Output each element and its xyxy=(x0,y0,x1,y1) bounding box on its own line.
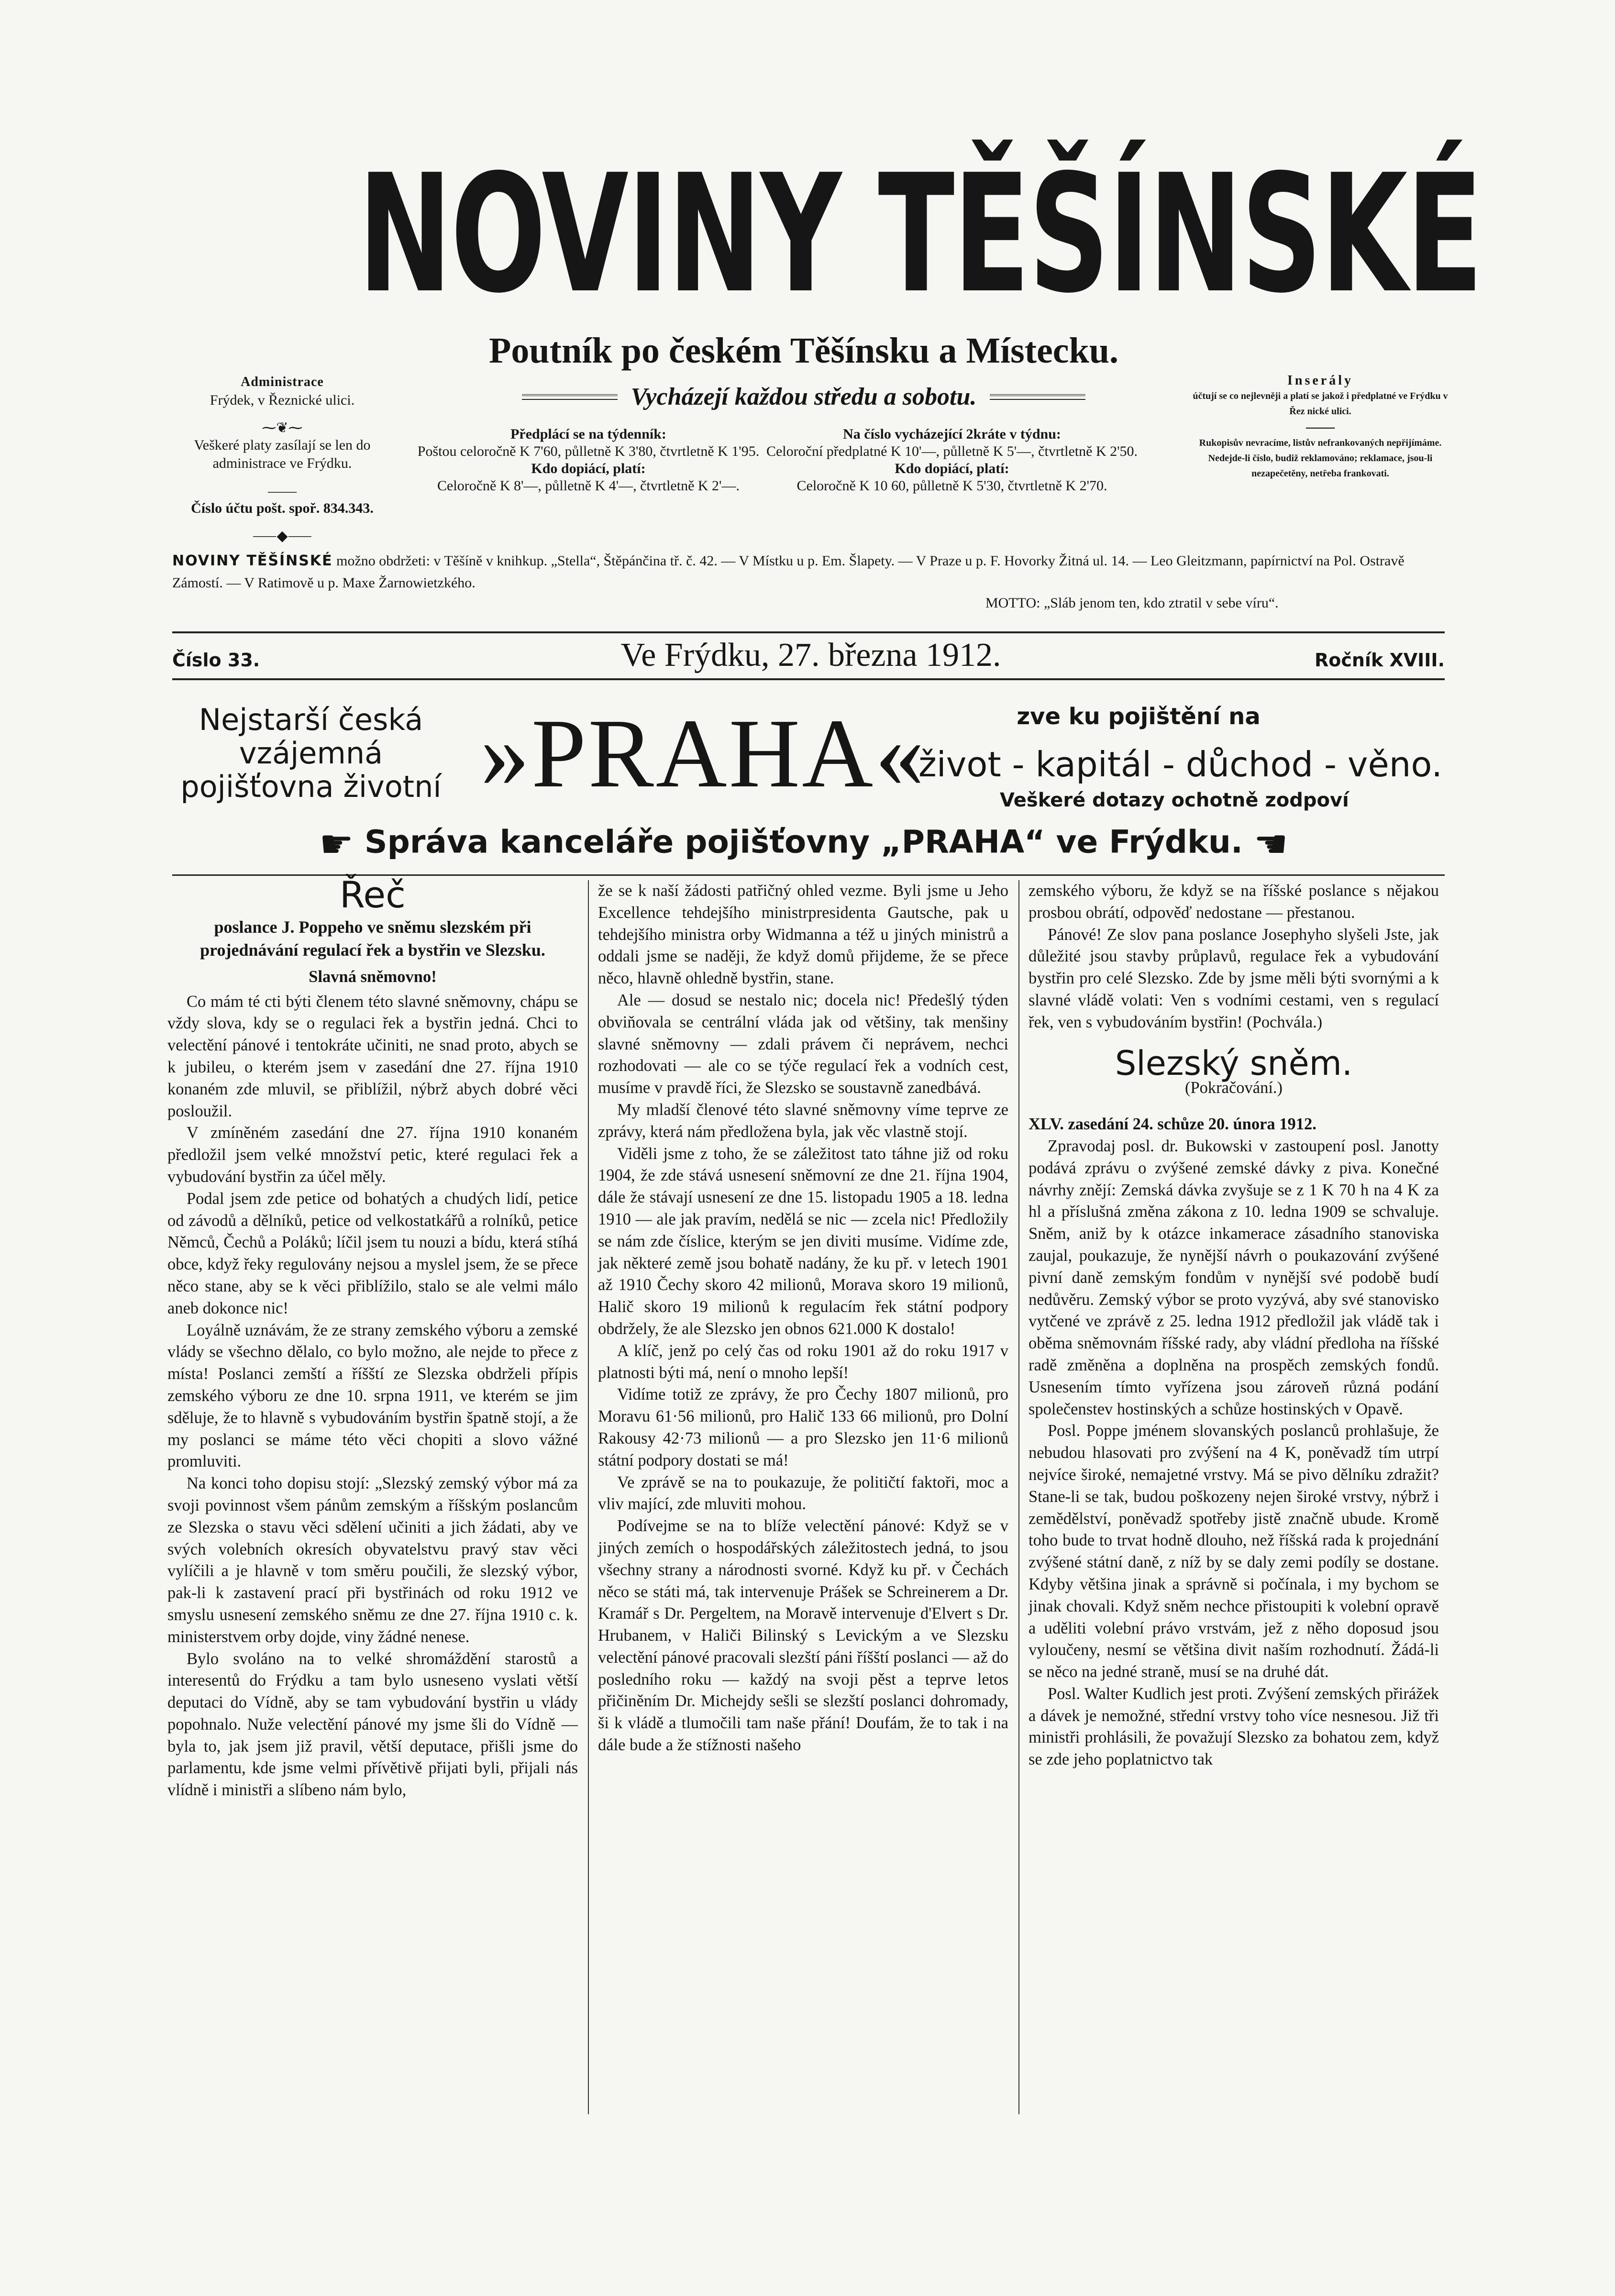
prices-twice-heading: Na číslo vycházející 2kráte v týdnu: xyxy=(843,426,1061,442)
administration-address: Frýdek, v Řeznické ulici. xyxy=(210,392,355,408)
paragraph: Zpravodaj posl. dr. Bukowski v zastoupení posl. Janotty podává zprávu o zvýšené zemské dávky z piva. Konečné návrhy znějí: Zemská dávka zvyšuje se z 1 K 70 h na 4 K za hl a příslušná změna zákona z 10. ledna 1909 se schvaluje. Sněm, aniž by k otázce inkamerace zásadního stanoviska zaujal, poukazuje, že nynější návrh o poukazování zvýšené pivní daně zemským fondům v nynější své podobě budí nedůvěru. Zemský výbor se proto vyzývá, aby své stanovisko vytčené ve zprávě z 25. ledna 1912 předložil jak vládě tak i oběma sněmovnám říšské rady, aby vládní předloha na říšské radě změněna a doplněna na prospěch zemských fondů. Usnesením tímto vyřízena jsou zároveň různá podání společenstev hostinských a schůze hostinských v Opavě. xyxy=(1029,1137,1439,1418)
paragraph: Posl. Walter Kudlich jest proti. Zvýšení zemských přirážek a dávek je nemožné, střední vrstvy toho více nesnesou. Již tři ministři prohlásili, že považují Slezsko za bohatou zem, když se zde jeho poplatnictvo tak xyxy=(1029,1684,1439,1769)
motto: MOTTO: „Sláb jenom ten, kdo ztratil v sebe víru“. xyxy=(985,595,1279,611)
adverts-heading: Inserály xyxy=(1287,373,1353,388)
column-2 xyxy=(598,880,1008,1756)
rule-left xyxy=(522,394,618,400)
newspaper-page xyxy=(158,0,1482,2296)
ornament-icon: ⸺◆⸺ xyxy=(252,528,312,544)
issue-date: Ve Frýdku, 27. března 1912. xyxy=(620,637,1001,673)
prices-twice-post: Celoroční předplatné K 10'—, půlletně K 5'—, čtvrtletně K 2'50. xyxy=(766,443,1138,459)
advert-office xyxy=(158,822,1449,866)
masthead-subtitle: Poutník po českém Těšínsku a Místecku. xyxy=(488,331,1119,371)
article-salutation: Slavná sněmovno! xyxy=(309,967,437,986)
prices-weekly-home: Celoročně K 8'—, půlletně K 4'—, čtvrtletně K 2'—. xyxy=(437,478,740,494)
advert-products: život - kapitál - důchod - věno. xyxy=(918,744,1443,784)
publication-note xyxy=(407,383,1201,411)
administration-box xyxy=(158,373,407,544)
paragraph: Ve zprávě se na to poukazuje, že političtí faktoři, moc a vliv mající, zde mluviti mohou. xyxy=(598,1473,1008,1513)
divider xyxy=(172,631,1445,633)
paragraph: Posl. Poppe jménem slovanských poslanců prohlašuje, že nebudou hlasovati pro zvýšení na 4 K, poněvadž tím utrpí nejvíce široké, nemajetné vrstvy. Má se pivo dělníku zdražit? Stane-li se tak, budou poškozeny nejen široké vrstvy, nýbrž i zemědělství, poněvadž spotřeby jistě značně ubude. Kromě toho bude to trvat hodně dlouho, než říšská rada k projednání zvýšené státní daně, z níž by se daly zemi podíly se dostane. Kdyby většina jinak a správně si počínala, i my bychom se jinak chovali. Když sněm nechce přistoupiti k volební opravě a uděliti volební právo vrstvám, jež z něho doposud jsou vyloučeny, nesmí se většina divit naším rozhodnutí. Žádá-li se něco na jedné straně, musí se na druhé dát. xyxy=(1029,1422,1439,1681)
article-subtitle: poslance J. Poppeho ve sněmu slezském při projednávání regulací řek a bystřin ve Slezsku. xyxy=(200,917,545,960)
issue-line xyxy=(172,636,1449,674)
divider xyxy=(172,678,1445,680)
pointing-hand-icon: ☛ xyxy=(319,822,354,866)
paragraph: V zmíněném zasedání dne 27. října 1910 konaném předložil jsem velké množství petic, které regulaci řek a vybudování bystřin za účel měly. xyxy=(167,1124,578,1186)
advert-office-text: Správa kanceláře pojišťovny „PRAHA“ ve Frýdku. xyxy=(365,823,1243,861)
column-rule xyxy=(1018,880,1019,2114)
distribution-text: možno obdržeti: v Těšíně v knihkup. „Stella“, Štěpánčina tř. č. 42. — V Místku u p. Em. Šlapety. — V Praze u p. F. Hovorky Žitná ul. 14. — Leo Gleitzmann, papírnictví na Pol. Ostravě Zámostí. — V Ratimově u p. Maxe Žarnowietzkého. xyxy=(172,553,1405,591)
paragraph: zemského výboru, že když se na říšské poslance s nějakou prosbou obrátí, odpověď nedostane — přestanou. xyxy=(1029,882,1439,922)
adverts-info xyxy=(1191,373,1449,481)
paragraph: My mladší členové této slavné sněmovny víme teprve ze zprávy, která nám předložena byla, jak věc vlastně stojí. xyxy=(598,1100,1008,1141)
prices-twice-home-heading: Kdo dopiácí, platí: xyxy=(895,461,1009,476)
prices-twice-weekly xyxy=(765,426,1139,495)
prices-weekly-home-heading: Kdo dopiácí, platí: xyxy=(531,461,646,476)
paragraph: Co mám té cti býti členem této slavné sněmovny, chápu se vždy slova, kdy se o regulaci řek a bystřin jedná. Chci to velectění pánové i tentokráte učiniti, ne snad proto, abych se k jubileu, o kterém jsem v zasedání dne 27. října 1910 konaném zde mluvil, se přiblížil, nýbrž abych dobré věci posloužil. xyxy=(167,992,578,1120)
distribution-info xyxy=(172,550,1445,594)
masthead-title: NOVINY TĚŠÍNSKÉ xyxy=(358,140,1482,329)
paragraph: A klíč, jenž po celý čas od roku 1901 až do roku 1917 v platnosti býti má, není o mnoho lepší! xyxy=(598,1341,1008,1382)
paragraph: Pánové! Ze slov pana poslance Josephyho slyšeli Jste, jak důležité jsou stavby průplavů, regulace řek a vybudování bystřin pro celé Slezsko. Zde by jsme měli býti svornými a k slavné vládě volati: Ven s vodními cestami, ven s regulací řek, ven s vybudováním bystřin! (Pochvála.) xyxy=(1029,925,1439,1031)
insurance-advert xyxy=(158,698,1449,875)
advert-contact: Veškeré dotazy ochotně zodpoví xyxy=(1000,789,1349,811)
pointing-hand-icon: ☚ xyxy=(1253,822,1288,866)
administration-account: Číslo účtu pošt. spoř. 834.343. xyxy=(191,500,374,516)
issue-volume: Ročník XVIII. xyxy=(1314,650,1445,671)
publication-note-text: Vycházejí každou středu a sobotu. xyxy=(631,383,977,410)
paragraph: Na konci toho dopisu stojí: „Slezský zemský výbor má za svoji povinnost všem pánům zemským a říšským poslancům ze Slezska o stavu věci sdělení učiniti a jich žádati, aby ve svých volebních okresích obyvatelstvu pravý stav věci vylíčili a je hlavně v tom směru poučili, že slezský výbor, pak-li k zastavení prací při bystřinách od roku 1912 ve smyslu usnesení zemského sněmu ze dne 27. října 1910 c. k. ministerstvem orby dojde, viny žádné nenese. xyxy=(167,1474,578,1646)
prices-twice-home: Celoročně K 10 60, půlletně K 5'30, čtvrtletně K 2'70. xyxy=(796,478,1107,494)
column-rule xyxy=(588,880,589,2114)
article2-continued: (Pokračování.) xyxy=(1184,1079,1283,1097)
paragraph: Podívejme se na to blíže velectění pánové: Když se v jiných zemích o hospodářských záležitostech jedná, to jsou všechny strany a národnosti svorné. Když ku př. v Čechách něco se státi má, tak intervenuje Prášek se Schreinerem a Dr. Kramář s Dr. Pergeltem, na Moravě intervenuje d'Elvert s Dr. Hrubanem, v Haliči Bilinský s Levickým a ve Slezsku velectění pánové pracovali slezští páni říšští poslanci — až do posledního roku — každý na svoji pěst a teprve letos přičiněním Dr. Michejdy sešli se slezští poslanci dohromady, ši k vládě a tlumočili tam naše přání! Doufám, že to tak i na dále bude a že stížnosti našeho xyxy=(598,1517,1008,1755)
paragraph: že se k naší žádosti patřičný ohled vezme. Byli jsme u Jeho Excellence tehdejšího ministrpresidenta Gautsche, pak u tehdejšího ministra orby Widmanna a též u jiných ministrů a oddali jsme se naději, že když domů přijdeme, že se přece něco, hlavně ohledně bystřin, stane. xyxy=(598,882,1008,988)
paragraph: Bylo svoláno na to velké shromáždění starostů a interesentů do Frýdku a tam bylo usneseno vyslati větší deputaci do Vídně, aby se tam vybudování bystřin u vlády popohnalo. Nuže velectění pánové my jsme šli do Vídně — byla to, jak jsem již pravil, větší deputace, přišli jsme do parlamentu, kde jsme velmi přívětivě přijati byli, přijali nás vlídně i ministři a slíbeno nám bylo, xyxy=(167,1649,578,1799)
paragraph: Ale — dosud se nestalo nic; docela nic! Předešlý týden obviňovala se centrální vláda jak od většiny, tak menšiny slavné sněmovny — zdali právem či neprávem, nechci rozhodovati — ale co se týče regulací řek a vodních cest, musíme v pravdě říci, že Slezsko se soustavně zanedbává. xyxy=(598,991,1008,1097)
prices-weekly xyxy=(416,426,761,495)
article-title: Řeč xyxy=(340,873,406,916)
article2-session: XLV. zasedání 24. schůze 20. února 1912. xyxy=(1029,1115,1316,1134)
paragraph: Loyálně uznávám, že ze strany zemského výboru a zemské vlády se všechno dělalo, co bylo možno, ale nejde to přece z místa! Poslanci zemští a říšští ze Slezska obdrželi přípis zemského výboru ze dne 10. srpna 1911, ve kterém se jim sděluje, že to hlavně s vybudováním bystřin špatně stojí, a že my poslanci se máme této věci chopiti a slovo vážné promluviti. xyxy=(167,1321,578,1471)
advert-left-text: Nejstarší česká vzájemná pojišťovna životní xyxy=(180,702,442,804)
ornament-icon: —— xyxy=(268,483,297,499)
issue-number: Číslo 33. xyxy=(172,650,260,671)
administration-payments: Veškeré platy zasílají se len do administrace ve Frýdku. xyxy=(194,437,371,471)
column-1 xyxy=(167,873,578,1801)
advert-invite: zve ku pojištění na xyxy=(1017,703,1261,730)
article2-title: Slezský sněm. xyxy=(1115,1043,1353,1083)
column-3 xyxy=(1029,880,1439,1771)
rule-right xyxy=(990,394,1085,400)
distribution-lead: NOVINY TĚŠÍNSKÉ xyxy=(172,552,333,569)
paragraph: Vidíme totiž ze zprávy, že pro Čechy 1807 milionů, pro Moravu 61·56 milionů, pro Halič 133 66 milionů, pro Dolní Rakousy 42·73 milionů — a pro Slezsko jen 11·6 milionů státní podpory dostati se má! xyxy=(598,1385,1008,1469)
ornament-icon: —— xyxy=(1306,419,1335,435)
adverts-text: účtují se co nejlevněji a platí se jakož i předplatné ve Frýdku v Řez nické ulici. xyxy=(1193,391,1448,417)
advert-brand: »PRAHA« xyxy=(480,698,927,808)
administration-heading: Administrace xyxy=(241,375,324,389)
article-columns xyxy=(167,873,1449,2296)
paragraph: Viděli jsme z toho, že se záležitost tato táhne již od roku 1904, že zde stává usnesení sněmovní ze dne 21. října 1904, dále že stávají usnesení ze dne 15. listopadu 1905 a 18. ledna 1910 — ale jak pravím, nedělá se nic — zcela nic! Předložily se nám zde číslice, kterým se jen diviti musíme. Vidíme zde, jak některé země jsou bohatě nadány, že ku př. v letech 1901 až 1910 Čechy skoro 42 milionů, Morava skoro 19 milionů, Halič skoro 19 milionů k regulacím řek státní podpory obdržely, že ale Slezsko jen obnos 621.000 K dostalo! xyxy=(598,1144,1008,1338)
adverts-text-2: Rukopisův nevracíme, listův nefrankovaných nepřijímáme. Nedejde-li číslo, budiž reklamováno; reklamace, jsou-li nezapečetěny, netřeba frankovati. xyxy=(1199,438,1442,479)
ornament-icon: ⁓❦⁓ xyxy=(262,420,303,436)
paragraph: Podal jsem zde petice od bohatých a chudých lidí, petice od závodů a dělníků, petice od velkostatkářů a rolníků, petice Němců, Čechů a Poláků; líčil jsem tu nouzi a bídu, která stíhá obce, když řeky regulovány nejsou a myslel jsem, že se přece něco stane, aby se k věci přiblížilo, stalo se ale velmi málo aneb dokonce nic! xyxy=(167,1189,578,1317)
prices-weekly-post: Poštou celoročně K 7'60, půlletně K 3'80, čtvrtletně K 1'95. xyxy=(417,443,760,459)
prices-weekly-heading: Předplácí se na týdenník: xyxy=(510,426,666,442)
